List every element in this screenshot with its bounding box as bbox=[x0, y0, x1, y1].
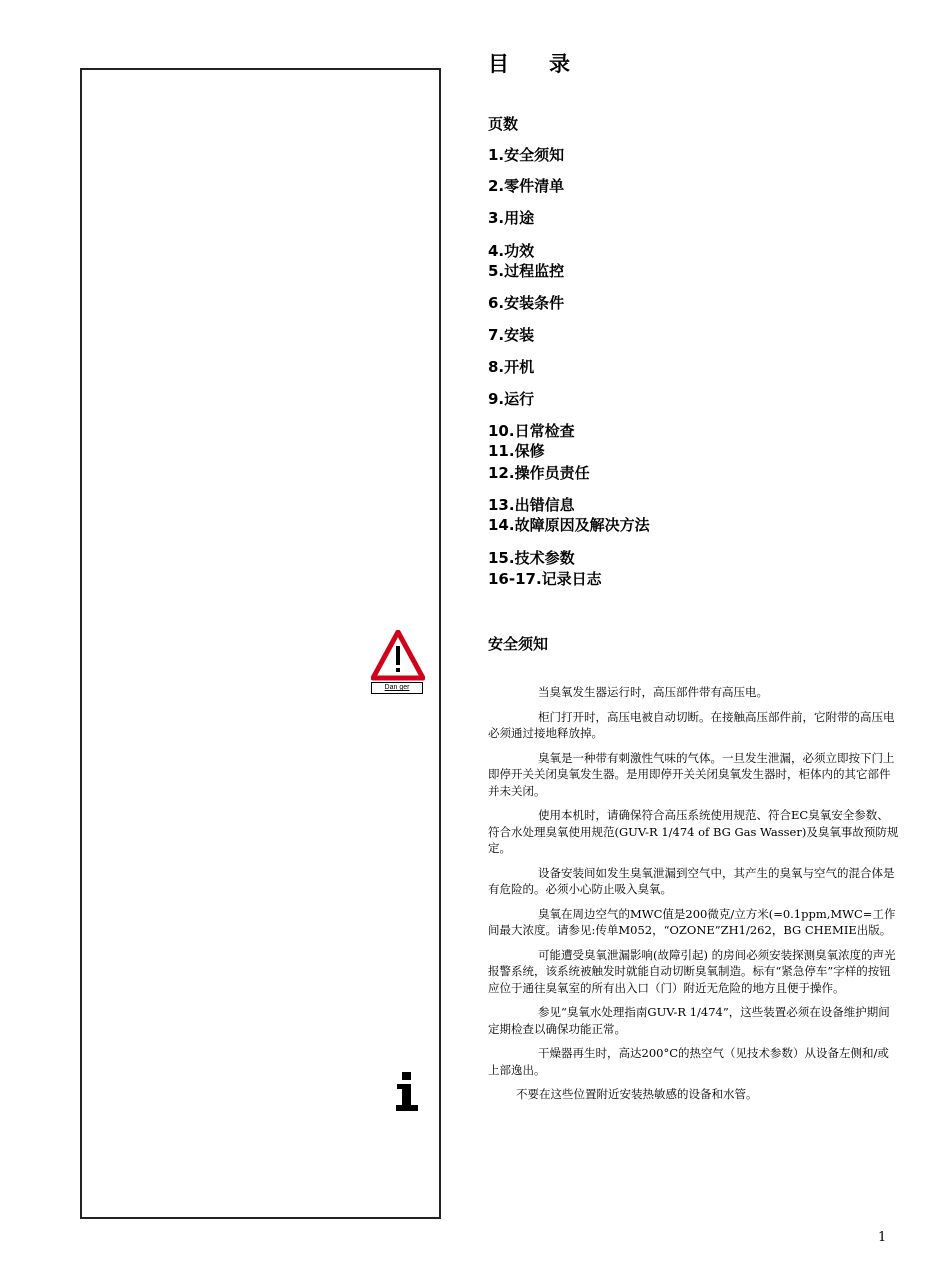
paragraph: 臭氧在周边空气的MWC值是200微克/立方米(=0.1ppm,MWC=工作间最大浓度。请参见:传单M052，“OZONE”ZH1/262，BG CHEMIE出版。 bbox=[488, 906, 896, 937]
info-icon bbox=[395, 1072, 419, 1112]
toc-item: 5.过程监控 bbox=[488, 262, 565, 280]
toc-item: 2.零件清单 bbox=[488, 177, 565, 195]
paragraph: 臭氧是一种带有刺激性气味的气体。一旦发生泄漏，必须立即按下门上即停开关关闭臭氧发生器。是用即停开关关闭臭氧发生器时，柜体内的其它部件并未关闭。 bbox=[488, 750, 895, 798]
title-char-2: 录 bbox=[549, 52, 570, 76]
toc-item: 9.运行 bbox=[488, 390, 535, 408]
paragraph: 当臭氧发生器运行时，高压部件带有高压电。 bbox=[538, 685, 768, 699]
page-title bbox=[488, 48, 570, 78]
toc-item: 16-17.记录日志 bbox=[488, 570, 602, 588]
toc-item: 15.技术参数 bbox=[488, 549, 575, 567]
toc-heading: 页数 bbox=[488, 115, 519, 133]
section-heading-safety: 安全须知 bbox=[488, 635, 549, 653]
safety-body bbox=[488, 684, 900, 1111]
toc-item: 4.功效 bbox=[488, 242, 535, 260]
toc-item: 11.保修 bbox=[488, 442, 545, 460]
paragraph: 设备安装间如发生臭氧泄漏到空气中，其产生的臭氧与空气的混合体是有危险的。必须小心防止吸入臭氧。 bbox=[488, 865, 895, 896]
toc-item: 3.用途 bbox=[488, 209, 535, 227]
warning-label: Dan ger bbox=[371, 682, 423, 694]
paragraph: 可能遭受臭氧泄漏影响(故障引起) 的房间必须安装探测臭氧浓度的声光报警系统，该系统被触发时就能自动切断臭氧制造。标有“紧急停车”字样的按钮应位于通往臭氧室的所有出入口（门）附近无危险的地方且便于操作。 bbox=[488, 947, 896, 995]
paragraph: 柜门打开时，高压电被自动切断。在接触高压部件前，它附带的高压电必须通过接地释放掉。 bbox=[488, 709, 895, 740]
toc-item: 12.操作员责任 bbox=[488, 464, 590, 482]
paragraph: 使用本机时，请确保符合高压系统使用规范、符合EC臭氧安全参数、符合水处理臭氧使用规范(GUV-R 1/474 of BG Gas Wasser)及臭氧事故预防规定。 bbox=[488, 808, 899, 855]
title-char-1: 目 bbox=[488, 52, 509, 76]
warning-triangle-icon bbox=[371, 630, 425, 682]
toc-item: 10.日常检查 bbox=[488, 422, 575, 440]
toc-item: 13.出错信息 bbox=[488, 496, 575, 514]
toc-item: 6.安装条件 bbox=[488, 294, 565, 312]
danger-warning bbox=[371, 630, 425, 696]
toc-item: 7.安装 bbox=[488, 326, 535, 344]
toc-item: 1.安全须知 bbox=[488, 146, 565, 164]
paragraph: 参见“臭氧水处理指南GUV-R 1/474”，这些装置必须在设备维护期间定期检查以确保功能正常。 bbox=[488, 1005, 890, 1036]
paragraph: 干燥器再生时，高达200°C的热空气（见技术参数）从设备左侧和/或上部逸出。 bbox=[488, 1046, 889, 1077]
paragraph: 不要在这些位置附近安装热敏感的设备和水管。 bbox=[516, 1087, 758, 1101]
toc-item: 14.故障原因及解决方法 bbox=[488, 516, 650, 534]
page-number: 1 bbox=[878, 1230, 887, 1245]
toc-item: 8.开机 bbox=[488, 358, 535, 376]
